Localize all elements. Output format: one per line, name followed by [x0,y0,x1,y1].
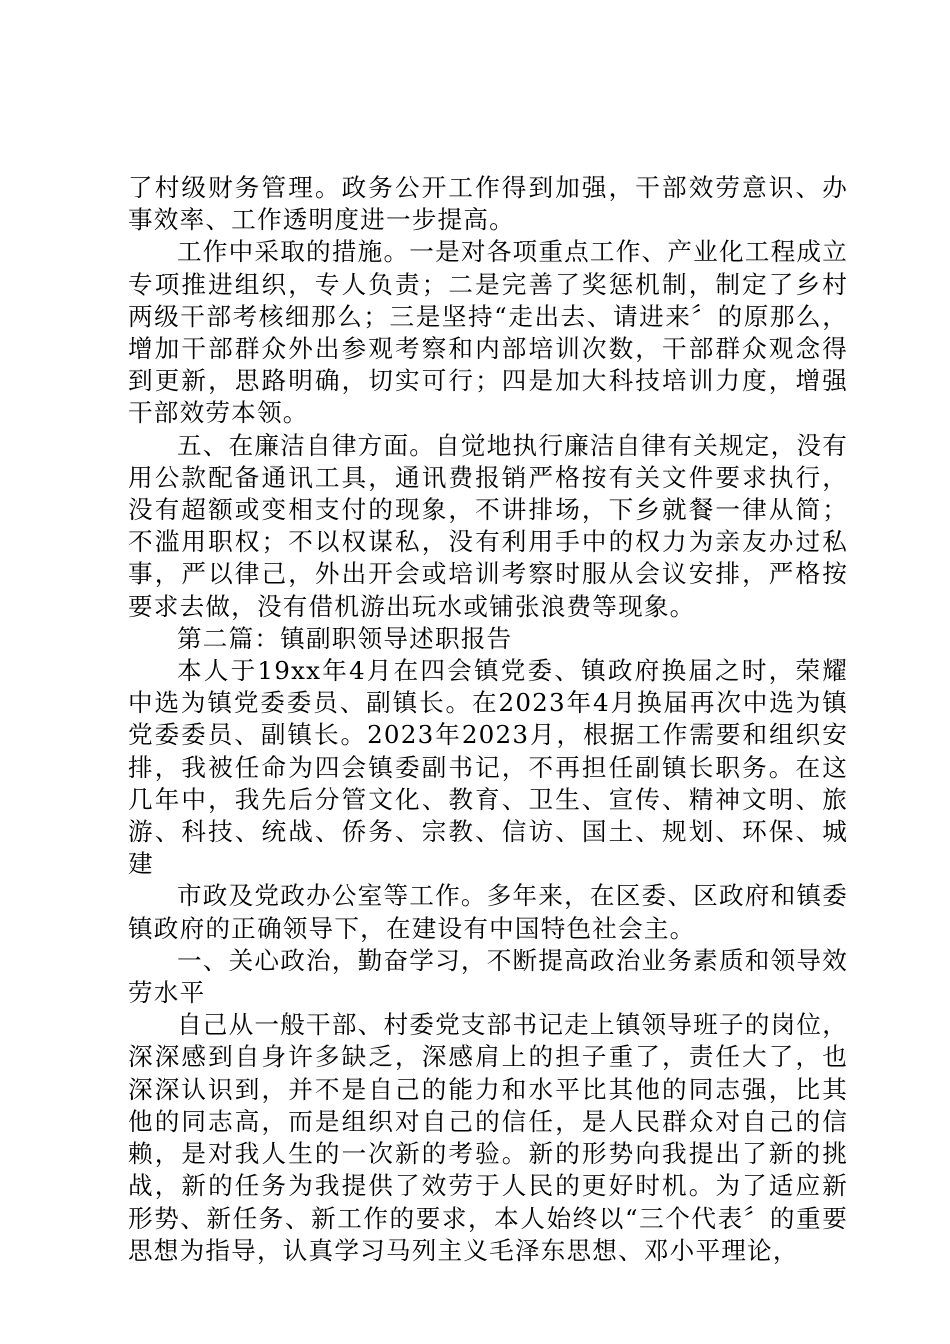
subheading-politics-study: 一、关心政治，勤奋学习，不断提高政治业务素质和领导效劳水平 [128,945,848,1008]
paragraph-career-history: 本人于19xx年4月在四会镇党委、镇政府换届之时，荣耀中选为镇党委委员、副镇长。在2023年4月换届再次中选为镇党委委员、副镇长。2023年2023月，根据工作需要和组织安排，我被任命为四会镇委副书记，不再担任副镇长职务。在这几年中，我先后分管文化、教育、卫生、宣传、精神文明、旅游、科技、统战、侨务、宗教、信访、国土、规划、环保、城建 [128,656,848,879]
paragraph-integrity: 五、在廉洁自律方面。自觉地执行廉洁自律有关规定，没有用公款配备通讯工具，通讯费报销严格按有关文件要求执行，没有超额或变相支付的现象，不讲排场，下乡就餐一律从简；不滥用职权；不以权谋私，没有利用手中的权力为亲友办过私事，严以律己，外出开会或培训考察时服从会议安排，严格按要求去做，没有借机游出玩水或铺张浪费等现象。 [128,430,848,621]
paragraph-finance-management: 了村级财务管理。政务公开工作得到加强，干部效劳意识、办事效率、工作透明度进一步提高。 [128,173,848,235]
document-body [128,172,848,1267]
paragraph-leadership: 市政及党政办公室等工作。多年来，在区委、区政府和镇委镇政府的正确领导下，在建设有中国特色社会主。 [128,881,848,943]
paragraph-self-reflection: 自己从一般干部、村委党支部书记走上镇领导班子的岗位，深深感到自身许多缺乏，深感肩上的担子重了，责任大了，也深深认识到，并不是自己的能力和水平比其他的同志强，比其他的同志高，而是组织对自己的信任，是人民群众对自己的信赖，是对我人生的一次新的考验。新的形势向我提出了新的挑战，新的任务为我提供了效劳于人民的更好时机。为了适应新形势、新任务、新工作的要求，本人始终以“三个代表〞的重要思想为指导，认真学习马列主义毛泽东思想、邓小平理论， [128,1010,848,1265]
paragraph-measures: 工作中采取的措施。一是对各项重点工作、产业化工程成立专项推进组织，专人负责；二是完善了奖惩机制，制定了乡村两级干部考核细那么；三是坚持“走出去、请进来〞的原那么，增加干部群众外出参观考察和内部培训次数，干部群众观念得到更新，思路明确，切实可行；四是加大科技培训力度，增强干部效劳本领。 [128,237,848,428]
section-title: 第二篇：镇副职领导述职报告 [177,623,513,653]
